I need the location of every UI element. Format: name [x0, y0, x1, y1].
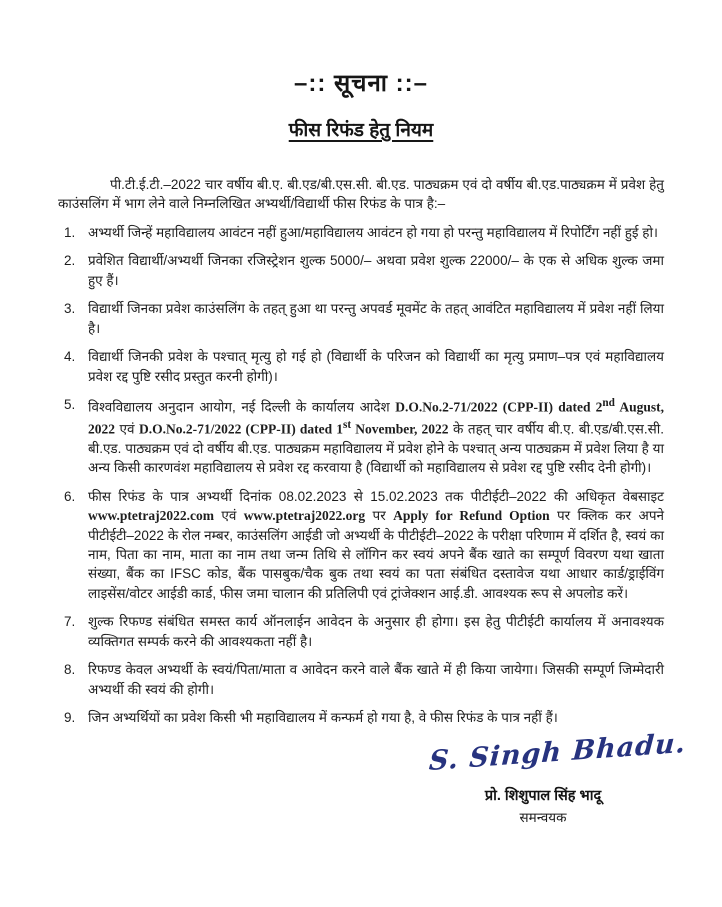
rule-text: विद्यार्थी जिनका प्रवेश काउंसलिंग के तहत् हुआ था परन्तु अपवर्ड मूवमेंट के तहत् आवंटित महाविद्यालय में प्रवेश नहीं लिया है।: [88, 301, 664, 336]
rule-text: प्रवेशित विद्यार्थी/अभ्यर्थी जिनका रजिस्ट्रेशन शुल्क 5000/– अथवा प्रवेश शुल्क 22000/– के एक से अधिक शुल्क जमा हुए हैं।: [88, 253, 664, 288]
rule-item: [58, 612, 664, 651]
rule-text: अभ्यर्थी जिन्हें महाविद्यालय आवंटन नहीं हुआ/महाविद्यालय आवंटन हो गया हो परन्तु महाविद्यालय में रिपोर्टिंग नहीं हुई हो।: [88, 224, 659, 240]
rule-item: [58, 487, 664, 604]
rule-number: 3.: [64, 301, 76, 317]
rule-number: 1.: [64, 224, 76, 240]
signatory-name: प्रो. शिशुपाल सिंह भादू: [484, 787, 602, 804]
rule-number: 2.: [64, 253, 76, 269]
notice-subtitle: [58, 116, 664, 142]
intro-paragraph: पी.टी.ई.टी.–2022 चार वर्षीय बी.ए. बी.एड/बी.एस.सी. बी.एड. पाठ्यक्रम एवं दो वर्षीय बी.एड.पाठ्यक्रम में प्रवेश हेतु काउंसलिंग में भाग लेने वाले निम्नलिखित अभ्यर्थी/विद्यार्थी फीस रिफंड के पात्र है:–: [58, 177, 664, 212]
notice-subtitle-text: फीस रिफंड हेतु नियम: [288, 120, 434, 141]
rule-number: 7.: [64, 614, 76, 630]
signature-handwriting: S. Singh Bhadu.: [428, 727, 688, 777]
signature-block: [428, 727, 688, 826]
rule-text: फीस रिफंड के पात्र अभ्यर्थी दिनांक 08.02.2023 से 15.02.2023 तक पीटीईटी–2022 की अधिकृत वेबसाइट www.ptetraj2022.com एवं www.ptetraj2022.org पर Apply for Refund Option पर क्लिक कर अपने पीटीईटी–2022 के रोल नम्बर, काउंसलिंग आईडी जो अभ्यर्थी के पीटीईटी–2022 के परीक्षा परिणाम में दर्शित है, स्वयं का नाम, पिता का नाम, माता का नाम तथा जन्म तिथि से लॉगिन कर स्वयं अपने बैंक खाते का सम्पूर्ण विवरण यथा खाता संख्या, बैंक का IFSC कोड, बैंक पासबुक/चैक बुक तथा स्वयं का पता संबंधित दस्तावेज यथा आधार कार्ड/ड्राईविंग लाइसेंस/वोटर आईडी कार्ड, फीस जमा चालान की प्रतिलिपी एवं ट्रांजेक्शन आई.डी. आवश्यक रूप से अपलोड करें।: [88, 488, 664, 601]
notice-title: –:: सूचना ::–: [294, 70, 428, 97]
rules-list: [58, 223, 664, 728]
rule-text: शुल्क रिफण्ड संबंधित समस्त कार्य ऑनलाईन आवेदन के अनुसार ही होगा। इस हेतु पीटीईटी कार्यालय में अनावश्यक व्यक्तिगत सम्पर्क करने की आवश्यकता नहीं है।: [88, 614, 664, 649]
rule-item: [58, 347, 664, 386]
rule-text: जिन अभ्यर्थियों का प्रवेश किसी भी महाविद्यालय में कन्फर्म हो गया है, वे फीस रिफंड के पात्र नहीं हैं।: [88, 710, 558, 726]
rule-item: [58, 395, 664, 478]
rule-item: [58, 299, 664, 338]
rule-item: [58, 660, 664, 699]
rule-number: 9.: [64, 710, 76, 726]
rule-number: 5.: [64, 396, 76, 412]
rule-item: [58, 223, 664, 242]
signatory-role: समन्वयक: [519, 809, 567, 825]
rule-number: 8.: [64, 662, 76, 678]
rule-number: 4.: [64, 349, 76, 365]
rule-item: [58, 708, 664, 727]
rule-text: विश्वविद्यालय अनुदान आयोग, नई दिल्ली के कार्यालय आदेश D.O.No.2-71/2022 (CPP-II) dated 2nd August, 2022 एवं D.O.No.2-71/2022 (CPP-II) dated 1st November, 2022 के तहत् चार वर्षीय बी.ए. बी.एड/बी.एस.सी. बी.एड. पाठ्यक्रम एवं दो वर्षीय बी.एड. पाठ्यक्रम महाविद्यालय में प्रवेश होने के पश्चात् अन्य पाठ्यक्रम में प्रवेश लिया है या अन्य किसी कारणवंश महाविद्यालय से प्रवेश रद्द करवाया है (विद्यार्थी को महाविद्यालय से प्रवेश रद्द पुष्टि रसीद देनी होगी)।: [88, 396, 664, 476]
rule-number: 6.: [64, 488, 76, 504]
rule-text: विद्यार्थी जिनकी प्रवेश के पश्चात् मृत्यु हो गई हो (विद्यार्थी के परिजन को विद्यार्थी का मृत्यु प्रमाण–पत्र एवं महाविद्यालय प्रवेश रद्द पुष्टि रसीद प्रस्तुत करनी होगी)।: [88, 349, 664, 384]
rule-text: रिफण्ड केवल अभ्यर्थी के स्वयं/पिता/माता व आवेदन करने वाले बैंक खाते में ही किया जायेगा। जिसकी सम्पूर्ण जिम्मेदारी अभ्यर्थी की स्वयं की होगी।: [88, 662, 664, 697]
rule-item: [58, 251, 664, 290]
